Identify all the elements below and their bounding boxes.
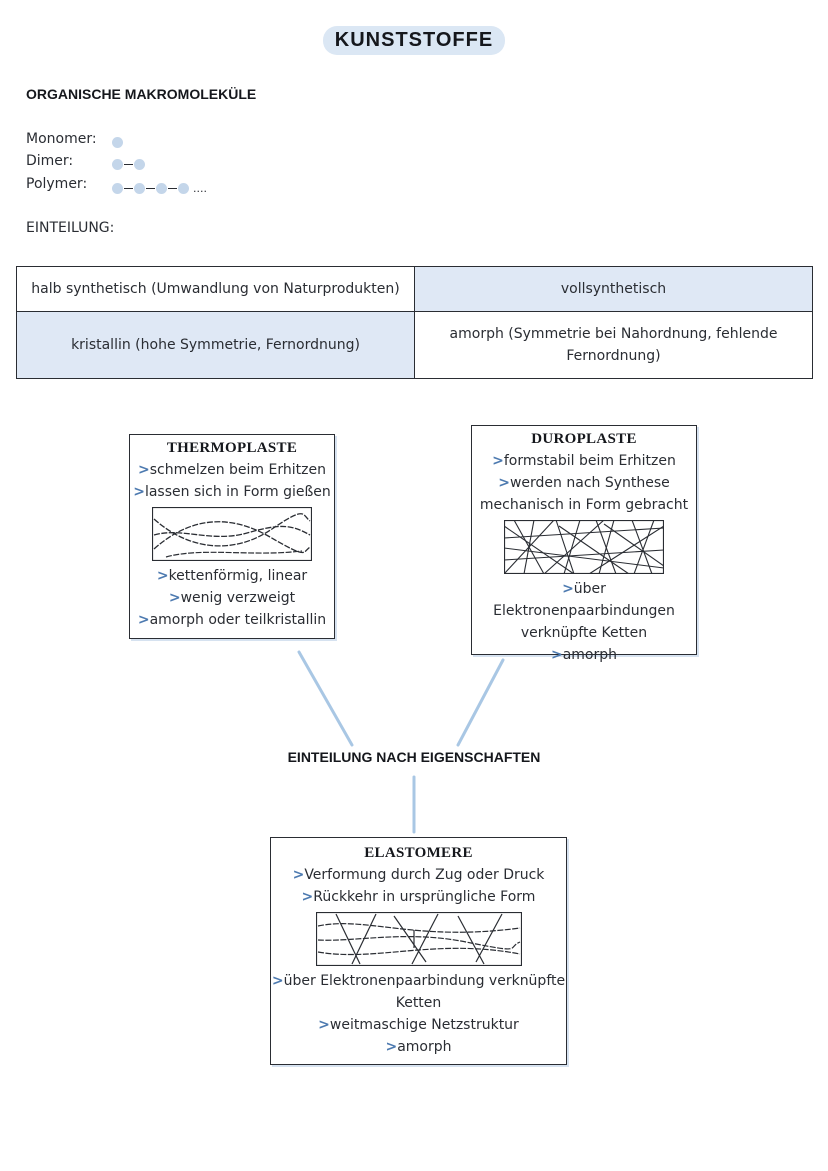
property-item: >formstabil beim Erhitzen — [492, 453, 676, 469]
property-item: >schmelzen beim Erhitzen — [138, 462, 326, 478]
arrow-icon: > — [492, 453, 504, 469]
dimer-label: Dimer: — [26, 153, 74, 169]
table-cell: vollsynthetisch — [415, 267, 813, 312]
property-item: >über Elektronenpaarbindung verknüpfte Ketten — [271, 973, 566, 1011]
table-cell: kristallin (hohe Symmetrie, Fernordnung) — [17, 312, 415, 379]
arrow-icon: > — [550, 647, 563, 663]
property-item: >wenig verzweigt — [168, 590, 296, 606]
thermoplaste-title: THERMOPLASTE — [166, 440, 298, 456]
property-item: >amorph oder teilkristallin — [137, 612, 327, 628]
table-cell: halb synthetisch (Umwandlung von Naturprodukten) — [17, 267, 415, 312]
dense-network-diagram — [504, 520, 664, 574]
arrow-icon: > — [168, 590, 181, 606]
arrow-icon: > — [271, 973, 284, 989]
polymer-label: Polymer: — [26, 176, 88, 192]
property-item: >amorph — [385, 1039, 452, 1055]
property-item: >weitmaschige Netzstruktur — [318, 1017, 519, 1033]
arrow-icon: > — [156, 568, 169, 584]
arrow-icon: > — [301, 889, 314, 905]
polymer-ellipsis: .... — [193, 182, 207, 195]
thermoplaste-card — [129, 434, 335, 639]
arrow-icon: > — [292, 867, 305, 883]
arrow-icon: > — [385, 1039, 398, 1055]
connector-duroplaste — [458, 660, 503, 745]
connector-thermoplaste — [299, 652, 352, 745]
property-item: >amorph — [550, 647, 618, 663]
table-cell: amorph (Symmetrie bei Nahordnung, fehlende Fernordnung) — [415, 312, 813, 379]
property-item: >werden nach Synthese mechanisch in Form gebracht — [479, 475, 689, 513]
arrow-icon: > — [137, 612, 150, 628]
arrow-icon: > — [138, 462, 150, 478]
organic-heading: ORGANISCHE MAKROMOLEKÜLE — [26, 86, 257, 102]
properties-classification-label: EINTEILUNG NACH EIGENSCHAFTEN — [287, 749, 541, 765]
property-item: >lassen sich in Form gießen — [133, 484, 331, 500]
einteilung-label: EINTEILUNG: — [26, 220, 115, 236]
arrow-icon: > — [562, 581, 574, 597]
page-title: KUNSTSTOFFE — [323, 26, 505, 55]
linear-chains-diagram — [152, 507, 312, 561]
property-item: >Rückkehr in ursprüngliche Form — [301, 889, 536, 905]
elastomere-card — [270, 837, 567, 1065]
wide-mesh-network-diagram — [316, 912, 522, 966]
duroplaste-title: DUROPLASTE — [531, 431, 637, 447]
elastomere-title: ELASTOMERE — [364, 845, 473, 861]
arrow-icon: > — [318, 1017, 330, 1033]
monomer-label: Monomer: — [26, 131, 97, 147]
property-item: >über Elektronenpaarbindungen verknüpfte Ketten — [493, 581, 675, 641]
property-item: >kettenförmig, linear — [156, 568, 308, 584]
arrow-icon: > — [133, 484, 145, 500]
duroplaste-card — [471, 425, 697, 663]
arrow-icon: > — [498, 475, 510, 491]
property-item: >Verformung durch Zug oder Druck — [292, 867, 545, 883]
